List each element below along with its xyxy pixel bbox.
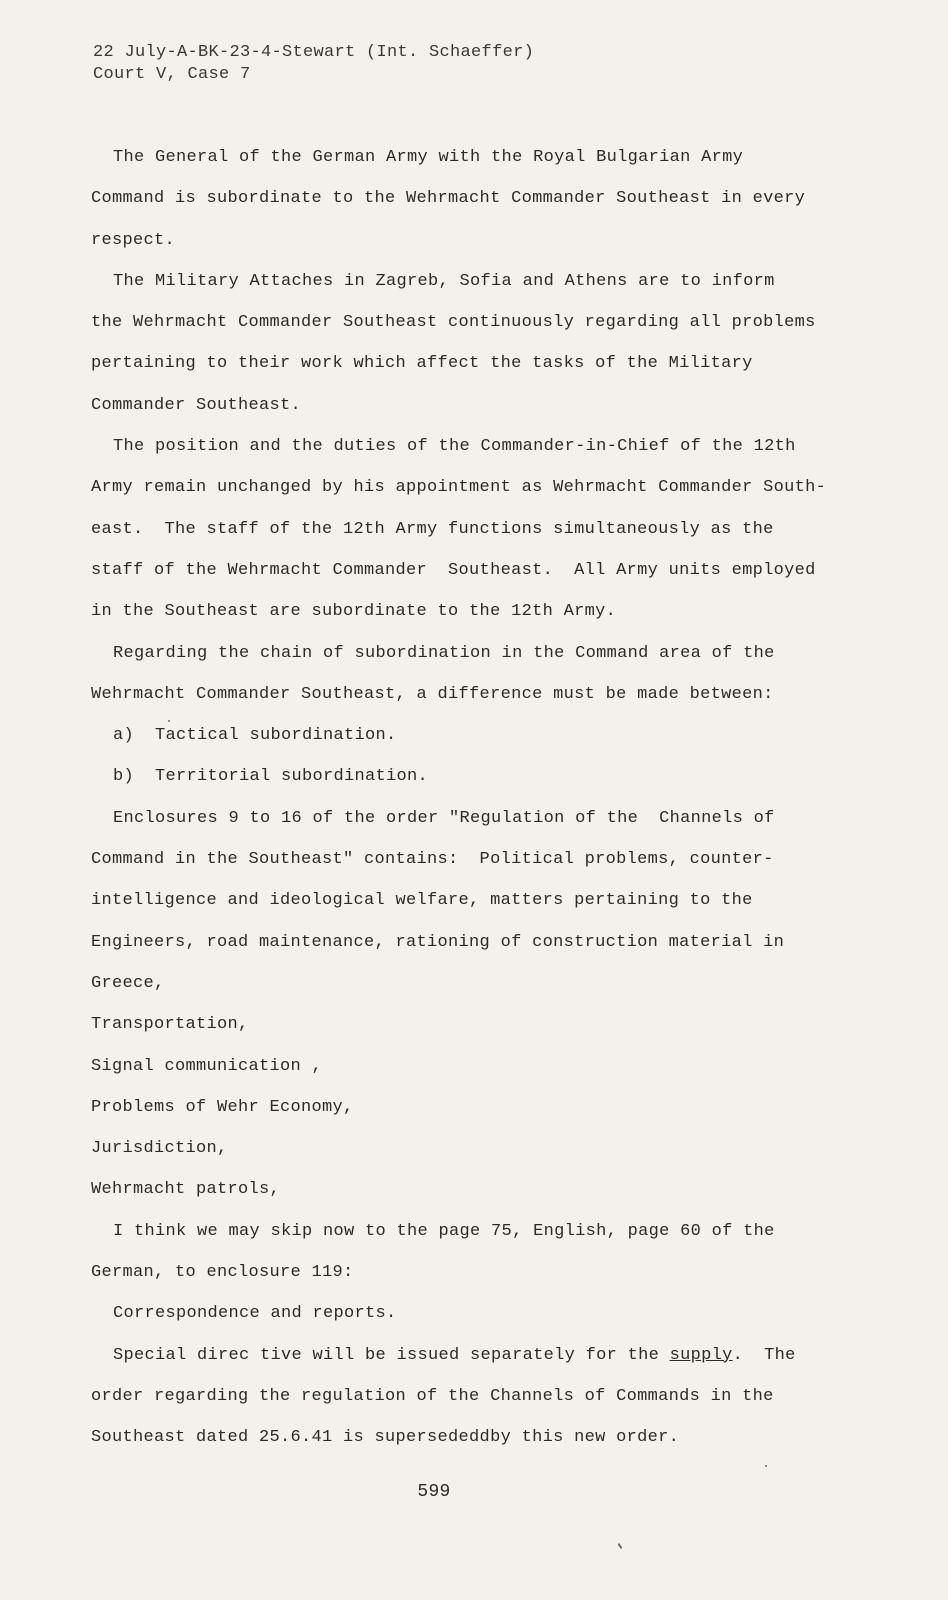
text-line: intelligence and ideological welfare, matters pertaining to the	[91, 891, 753, 911]
text-line: Jurisdiction,	[91, 1139, 228, 1159]
text-line: order regarding the regulation of the Channels of Commands in the	[91, 1386, 774, 1406]
paper-speck	[765, 1465, 767, 1467]
text-line-supply	[91, 1342, 851, 1383]
paper-speck	[168, 720, 170, 722]
text-line: in the Southeast are subordinate to the 12th Army.	[91, 602, 617, 622]
text-line: Wehrmacht Commander Southeast, a difference must be made between:	[91, 684, 774, 704]
text-line: Engineers, road maintenance, rationing of construction material in	[91, 932, 785, 952]
text-line: Correspondence and reports.	[113, 1304, 397, 1324]
text-line: Enclosures 9 to 16 of the order "Regulation of the Channels of	[113, 808, 775, 828]
supply-period: .	[732, 1345, 744, 1365]
text-line: Commander Southeast.	[91, 395, 302, 415]
text-line: Transportation,	[91, 1015, 249, 1035]
supply-sentence-suffix: The	[764, 1345, 796, 1365]
supply-word: supply	[669, 1345, 733, 1365]
text-line: Regarding the chain of subordination in the Command area of the	[113, 643, 775, 663]
list-item: a) Tactical subordination.	[113, 726, 397, 746]
text-line: east. The staff of the 12th Army functions simultaneously as the	[91, 519, 774, 539]
text-line: pertaining to their work which affect the tasks of the Military	[91, 354, 753, 374]
text-line: Southeast dated 25.6.41 is supersededdby this new order.	[91, 1428, 680, 1448]
document-header	[93, 42, 534, 86]
text-line: The Military Attaches in Zagreb, Sofia and Athens are to inform	[113, 271, 775, 291]
text-line: Command is subordinate to the Wehrmacht Commander Southeast in every	[91, 189, 806, 209]
text-line: The position and the duties of the Commander-in-Chief of the 12th	[113, 437, 796, 457]
page-number: 599	[417, 1482, 451, 1502]
text-line: I think we may skip now to the page 75, English, page 60 of the	[113, 1221, 775, 1241]
text-line: Greece,	[91, 973, 165, 993]
text-line: the Wehrmacht Commander Southeast continuously regarding all problems	[91, 313, 816, 333]
header-court-case: Court V, Case 7	[93, 65, 251, 84]
supply-sentence-prefix: Special direc tive will be issued separately for the	[113, 1345, 670, 1365]
paper-speck	[617, 1543, 622, 1549]
text-line: Signal communication ,	[91, 1056, 323, 1076]
text-line: Command in the Southeast" contains: Political problems, counter-	[91, 850, 774, 870]
text-line: Problems of Wehr Economy,	[91, 1097, 354, 1117]
text-line: Army remain unchanged by his appointment as Wehrmacht Commander South-	[91, 478, 827, 498]
text-line: Wehrmacht patrols,	[91, 1180, 281, 1200]
text-line: The General of the German Army with the Royal Bulgarian Army	[113, 148, 744, 167]
document-body	[91, 144, 851, 1466]
header-reference: 22 July-A-BK-23-4-Stewart (Int. Schaeffer)	[93, 43, 535, 62]
text-line: German, to enclosure 119:	[91, 1263, 354, 1283]
text-line: staff of the Wehrmacht Commander Southeast. All Army units employed	[91, 560, 816, 580]
list-item: b) Territorial subordination.	[113, 767, 429, 787]
text-line: respect.	[91, 230, 176, 250]
